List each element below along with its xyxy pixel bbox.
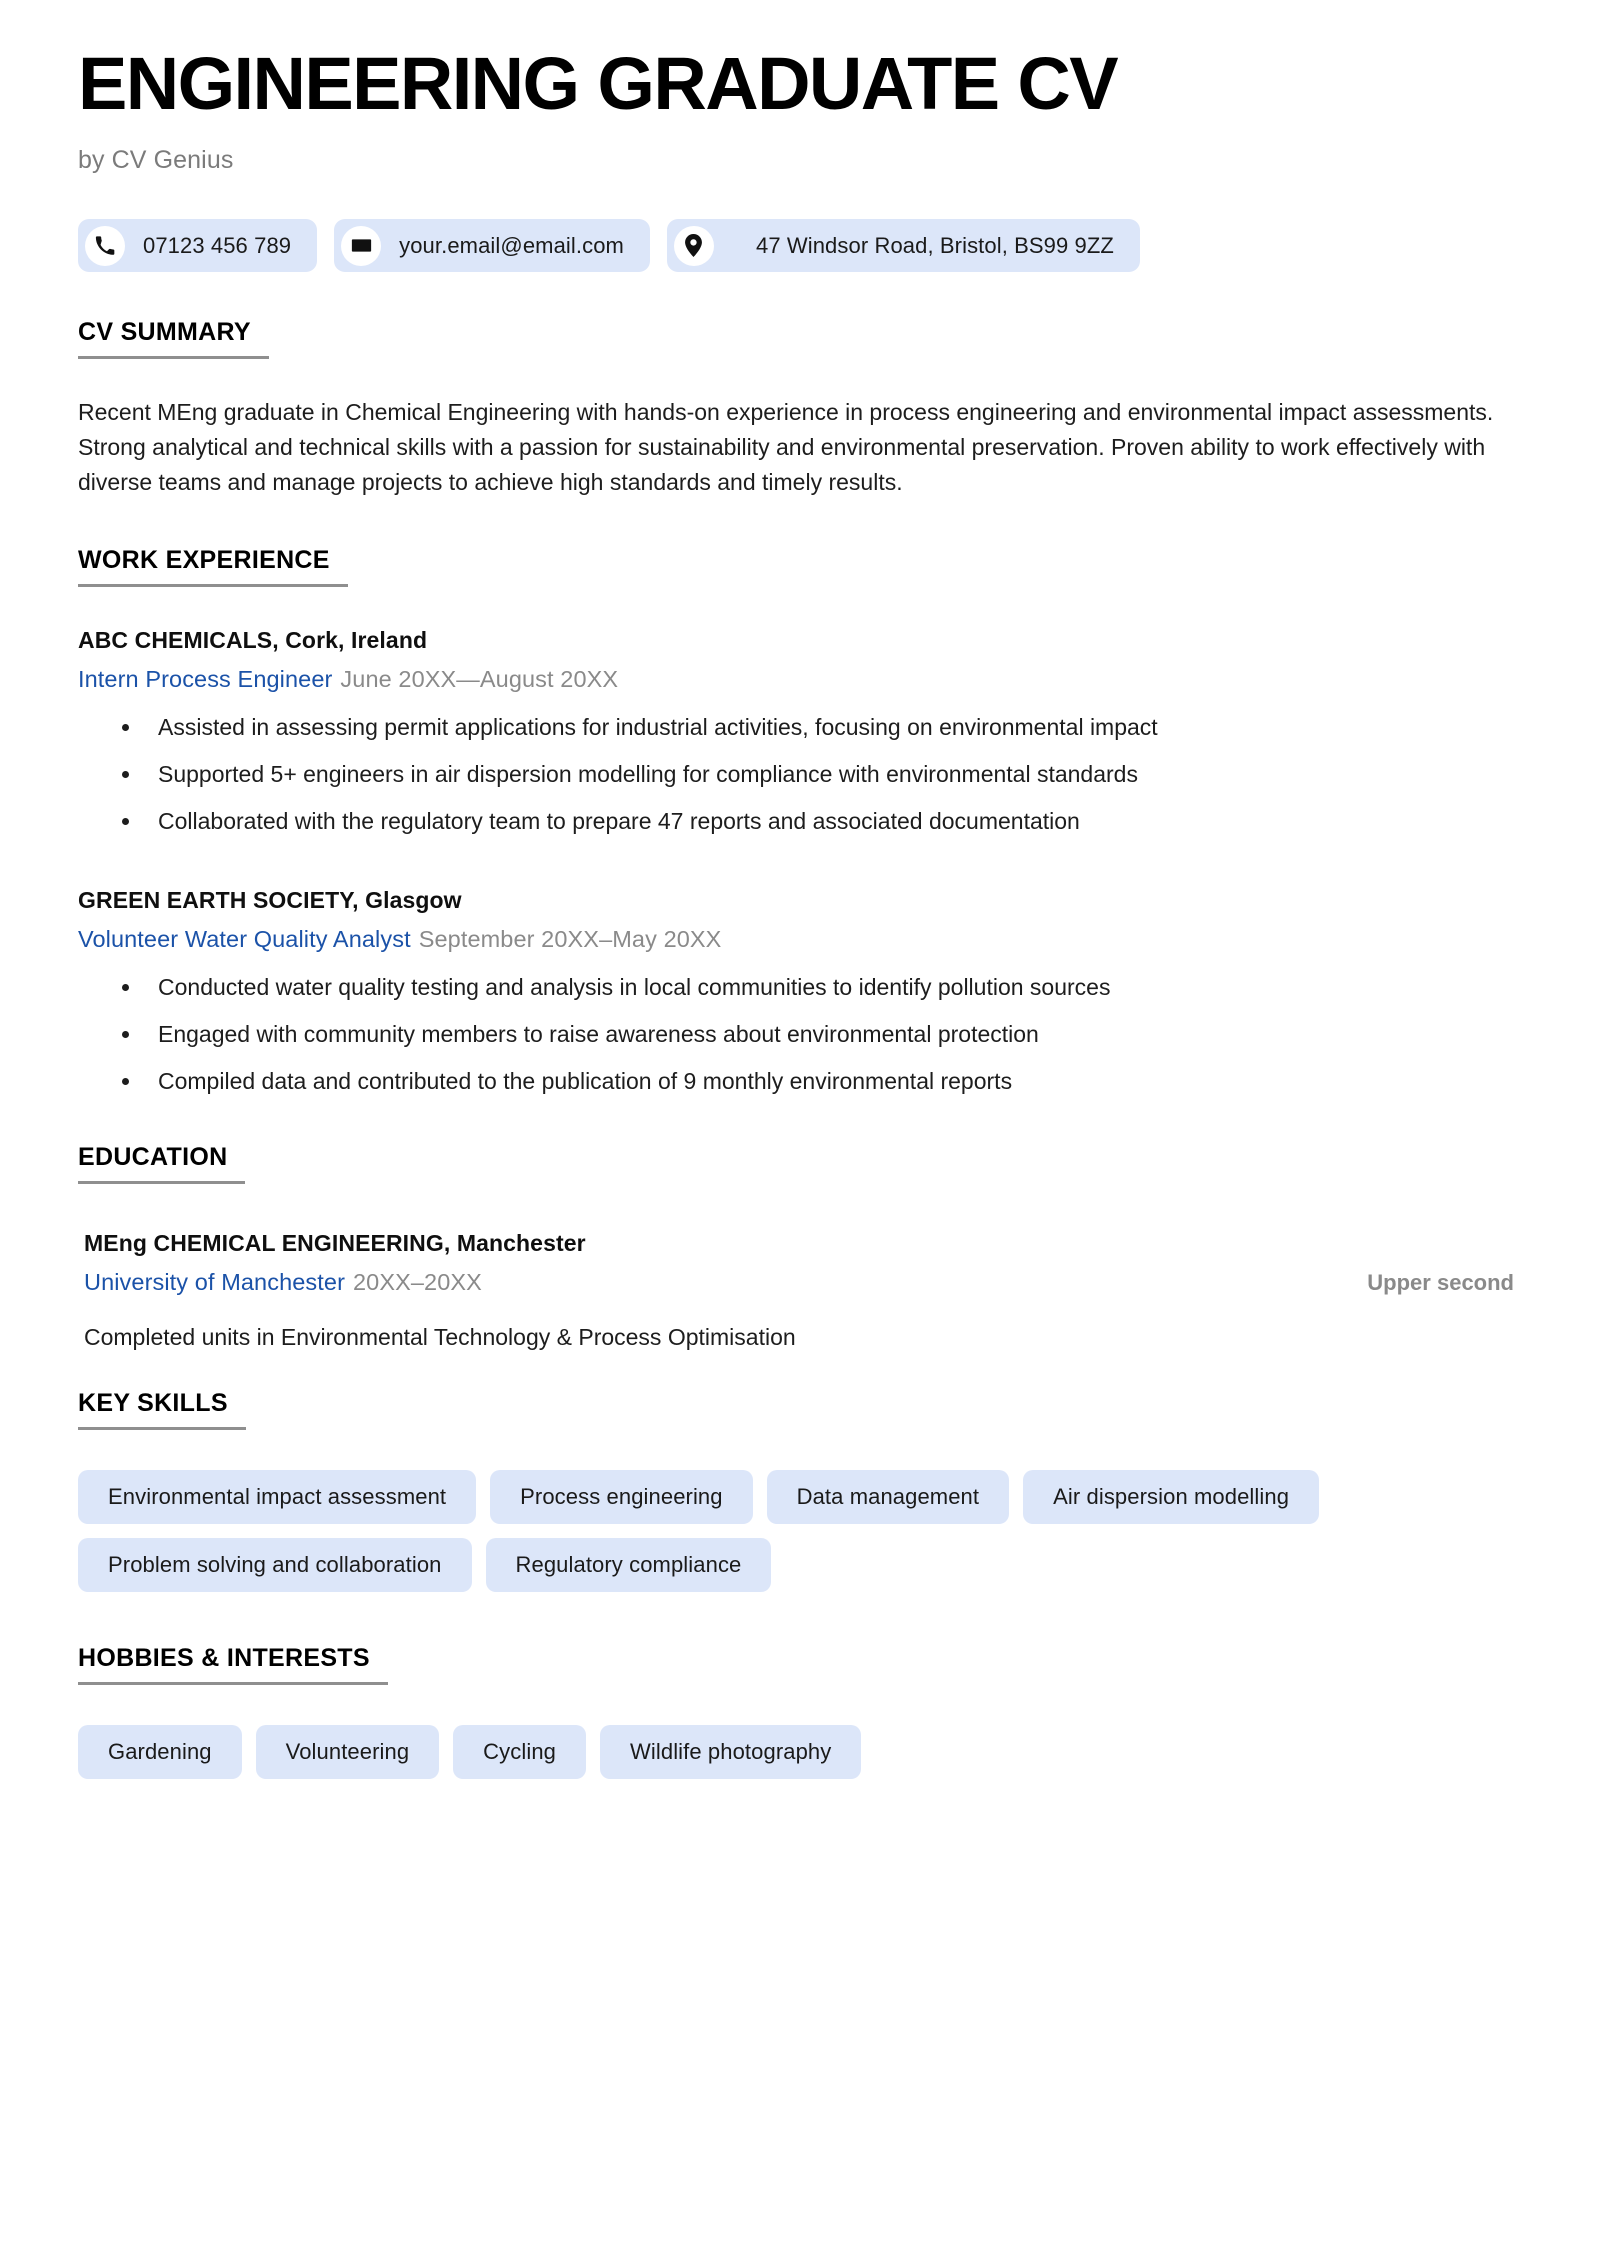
skill-tag: Regulatory compliance (486, 1538, 772, 1592)
hobby-tag: Gardening (78, 1725, 242, 1779)
skill-tag: Data management (767, 1470, 1010, 1524)
section-title: KEY SKILLS (78, 1389, 228, 1418)
job-title-line (78, 666, 1522, 693)
job-dates: June 20XX—August 20XX (340, 666, 619, 693)
job-bullet: Collaborated with the regulatory team to prepare 47 reports and associated documentation (78, 805, 1522, 838)
contact-value-phone: 07123 456 789 (143, 232, 292, 258)
skill-tag: Environmental impact assessment (78, 1470, 476, 1524)
section-hobbies-interests (78, 1644, 1522, 1779)
job-title-line (78, 926, 1522, 953)
contact-pill-email[interactable] (334, 219, 650, 272)
education-school-line (84, 1269, 482, 1296)
skill-tag: Problem solving and collaboration (78, 1538, 472, 1592)
education-note: Completed units in Environmental Technology & Process Optimisation (84, 1324, 796, 1351)
contact-value-email: your.email@email.com (399, 232, 624, 258)
envelope-icon (341, 226, 381, 266)
section-key-skills (78, 1389, 1522, 1592)
hobby-tag: Cycling (453, 1725, 586, 1779)
hobbies-tag-list (78, 1725, 1408, 1779)
job-title: Intern Process Engineer (78, 666, 333, 693)
skills-tag-list (78, 1470, 1408, 1592)
education-dates: 20XX–20XX (353, 1269, 482, 1296)
hobby-tag: Volunteering (256, 1725, 440, 1779)
section-title: EDUCATION (78, 1143, 228, 1172)
job-organisation: ABC CHEMICALS, Cork, Ireland (78, 627, 428, 654)
contact-value-address: 47 Windsor Road, Bristol, BS99 9ZZ (755, 232, 1114, 258)
section-heading-hobbies (78, 1644, 388, 1685)
education-grade: Upper second (1367, 1270, 1514, 1296)
section-work-experience (78, 546, 1522, 1097)
byline: by CV Genius (78, 146, 234, 175)
phone-icon (85, 226, 125, 266)
job-dates: September 20XX–May 20XX (418, 926, 722, 953)
summary-text: Recent MEng graduate in Chemical Engineering with hands-on experience in process engineering and environmental impact assessments. Strong analytical and technical skills with a passion for sustainability and environmental preservation. Proven ability to work effectively with diverse teams and manage projects to achieve high standards and timely results. (78, 399, 1494, 496)
job-entry (78, 627, 1522, 837)
section-heading-skills (78, 1389, 246, 1430)
section-title: WORK EXPERIENCE (78, 546, 330, 575)
job-entry (78, 887, 1522, 1097)
section-heading-work (78, 546, 348, 587)
job-bullet: Compiled data and contributed to the publication of 9 monthly environmental reports (78, 1065, 1522, 1098)
skill-tag: Process engineering (490, 1470, 752, 1524)
page-title: ENGINEERING GRADUATE CV (78, 42, 1118, 125)
section-heading-education (78, 1143, 245, 1184)
section-title: HOBBIES & INTERESTS (78, 1644, 370, 1673)
section-title: CV SUMMARY (78, 318, 251, 347)
section-heading-summary (78, 318, 269, 359)
contact-row (78, 219, 1522, 272)
education-school: University of Manchester (84, 1269, 345, 1296)
job-bullet-list (78, 711, 1522, 837)
hobby-tag: Wildlife photography (600, 1725, 861, 1779)
section-education (78, 1143, 1522, 1351)
job-bullet: Assisted in assessing permit applications for industrial activities, focusing on environmental impact (78, 711, 1522, 744)
contact-pill-phone[interactable] (78, 219, 317, 272)
map-pin-icon (674, 226, 714, 266)
education-detail-row (84, 1257, 1522, 1296)
job-title: Volunteer Water Quality Analyst (78, 926, 411, 953)
education-degree: MEng CHEMICAL ENGINEERING, Manchester (84, 1230, 586, 1257)
job-bullet: Engaged with community members to raise awareness about environmental protection (78, 1018, 1522, 1051)
cv-header (78, 42, 1522, 175)
job-organisation: GREEN EARTH SOCIETY, Glasgow (78, 887, 462, 914)
contact-pill-address[interactable] (667, 219, 1140, 272)
education-entry (78, 1230, 1522, 1351)
job-bullet: Supported 5+ engineers in air dispersion modelling for compliance with environmental standards (78, 758, 1522, 791)
job-bullet: Conducted water quality testing and analysis in local communities to identify pollution sources (78, 971, 1522, 1004)
section-summary (78, 318, 1522, 500)
skill-tag: Air dispersion modelling (1023, 1470, 1319, 1524)
job-bullet-list (78, 971, 1522, 1097)
